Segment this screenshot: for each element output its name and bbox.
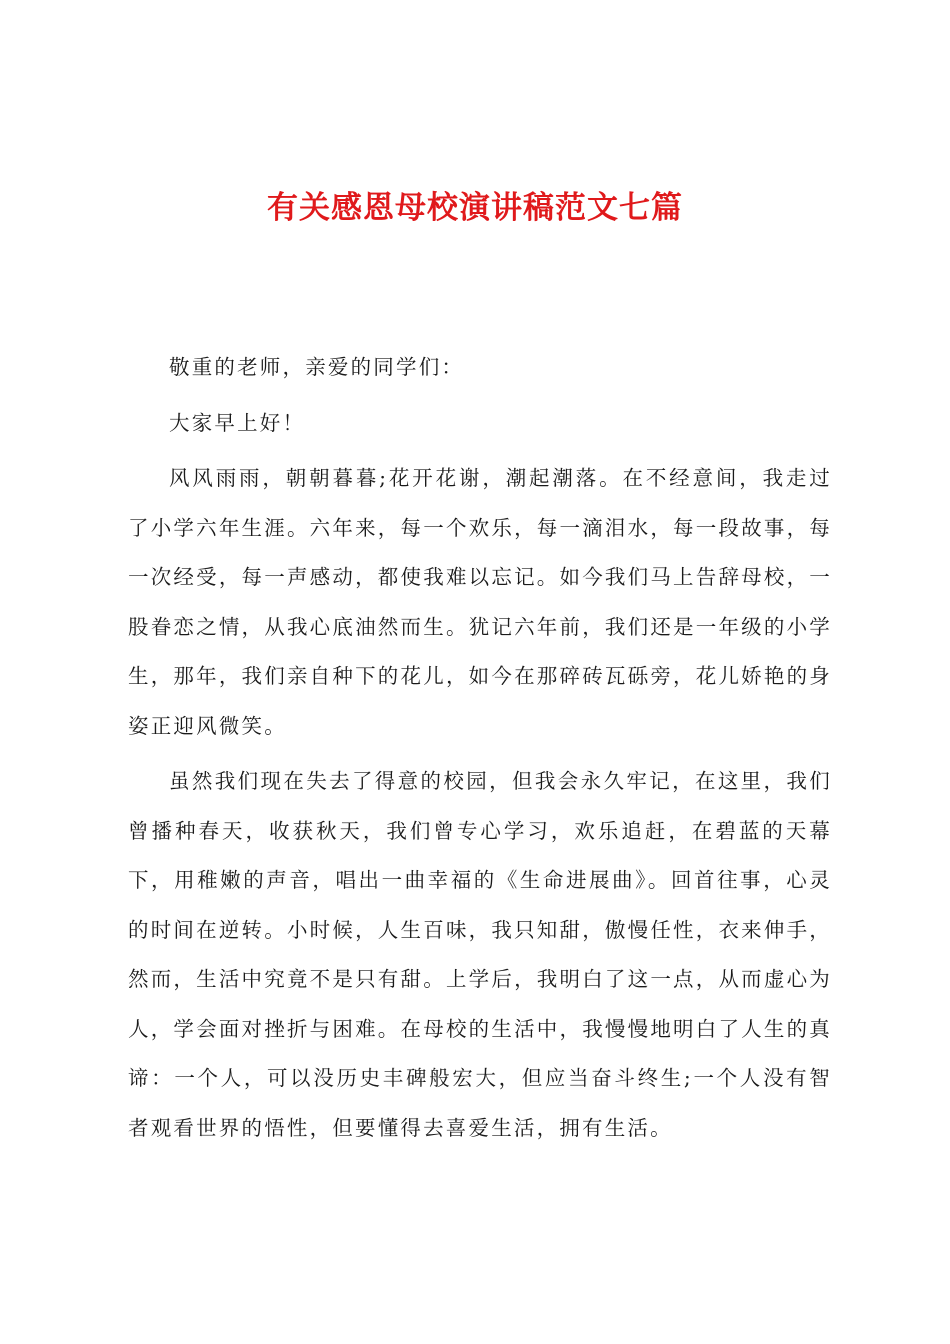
body-paragraph-2: 虽然我们现在失去了得意的校园，但我会永久牢记，在这里，我们曾播种春天，收获秋天，我们曾专心学习，欢乐追赶，在碧蓝的天幕下，用稚嫩的声音，唱出一曲幸福的《生命进展曲》。回首往事，心灵的时间在逆转。小时候，人生百味，我只知甜，傲慢任性，衣来伸手，然而，生活中究竟不是只有甜。上学后，我明白了这一点，从而虚心为人，学会面对挫折与困难。在母校的生活中，我慢慢地明白了人生的真谛：一个人，可以没历史丰碑般宏大，但应当奋斗终生;一个人没有智者观看世界的悟性，但要懂得去喜爱生活，拥有生活。	[128, 769, 832, 1140]
document-title: 有关感恩母校演讲稿范文七篇	[267, 190, 683, 226]
document-body	[128, 343, 832, 1159]
body-paragraph-1: 风风雨雨，朝朝暮暮;花开花谢，潮起潮落。在不经意间，我走过了小学六年生涯。六年来，每一个欢乐，每一滴泪水，每一段故事，每一次经受，每一声感动，都使我难以忘记。如今我们马上告辞母校，一股眷恋之情，从我心底油然而生。犹记六年前，我们还是一年级的小学生，那年，我们亲自种下的花儿，如今在那碎砖瓦砾旁，花儿娇艳的身姿正迎风微笑。	[128, 466, 832, 738]
greeting-paragraph: 大家早上好！	[169, 410, 306, 435]
salutation-paragraph: 敬重的老师，亲爱的同学们：	[169, 355, 465, 379]
